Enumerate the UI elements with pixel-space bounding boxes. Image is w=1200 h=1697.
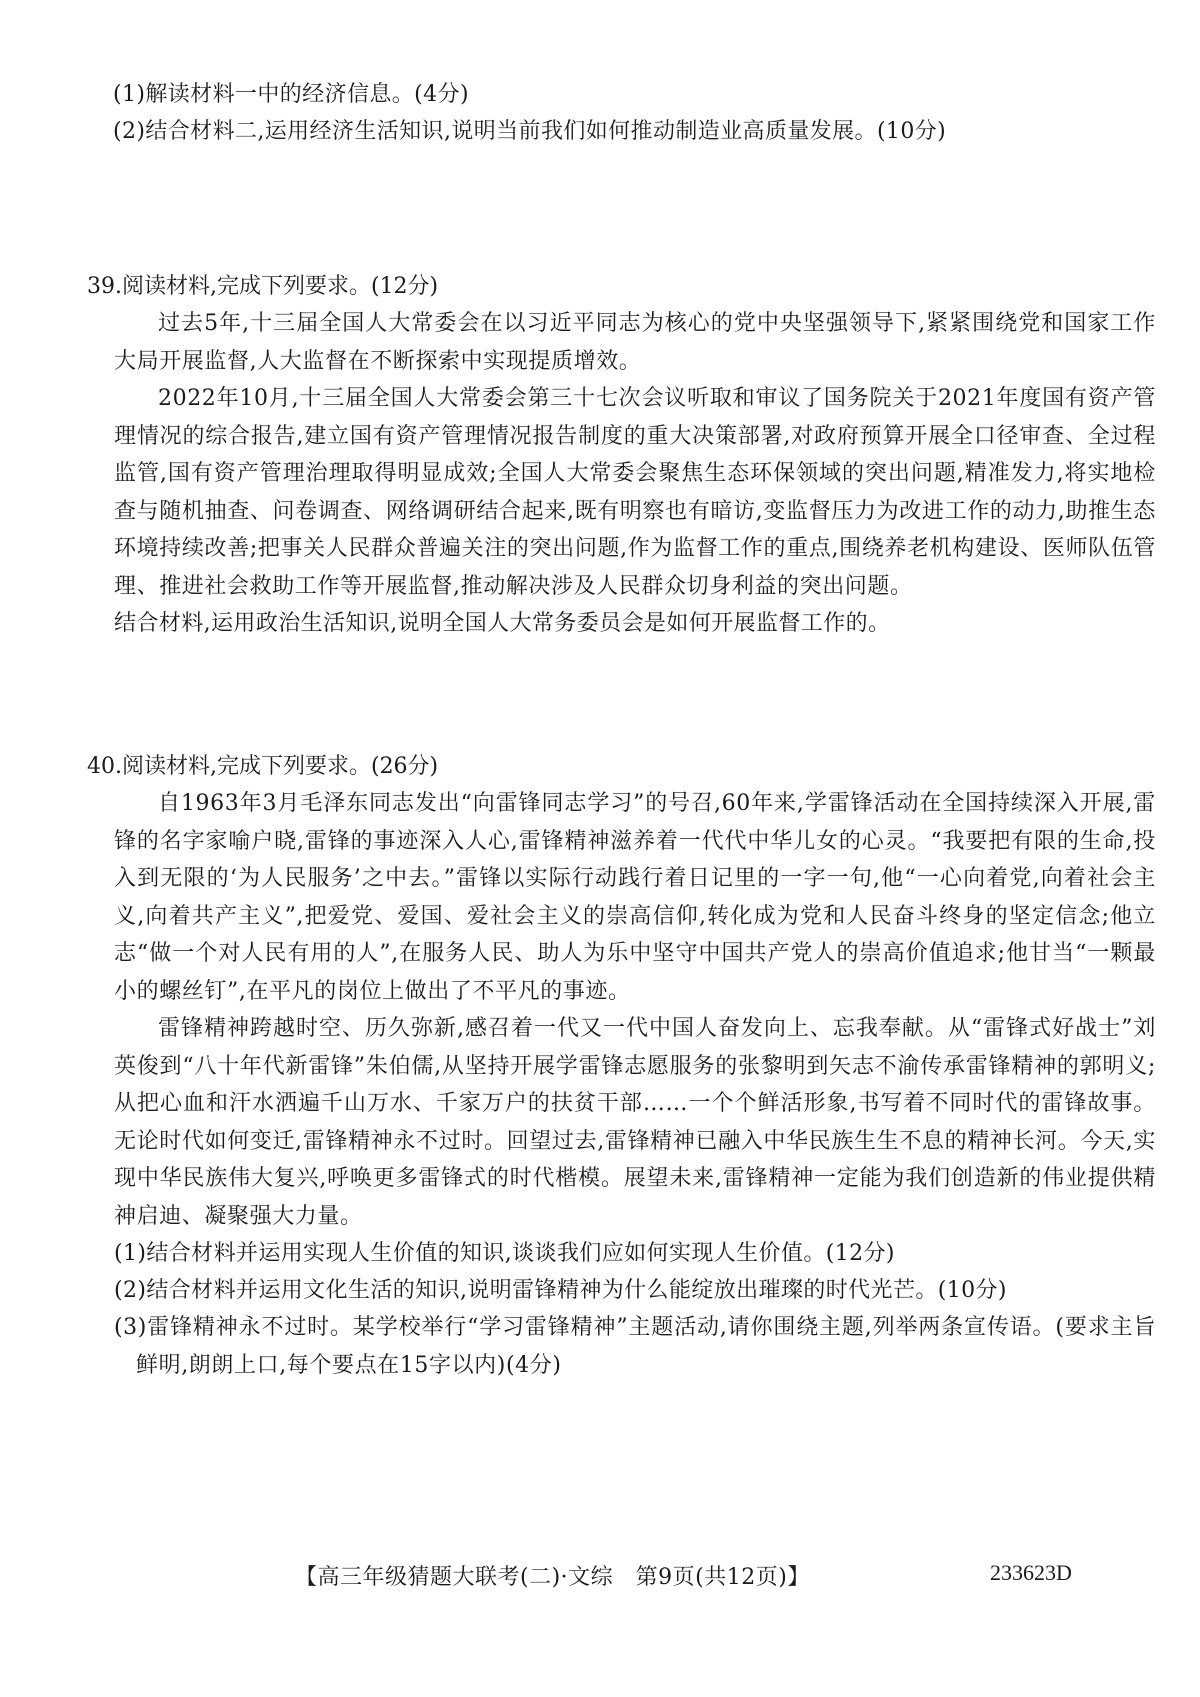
q40-sub1: (1)结合材料并运用实现人生价值的知识,谈谈我们应如何实现人生价值。(12分) [114, 1241, 895, 1266]
q40-heading: 40.阅读材料,完成下列要求。(26分) [87, 754, 439, 779]
q40-sub2: (2)结合材料并运用文化生活的知识,说明雷锋精神为什么能绽放出璀璨的时代光芒。(10分) [114, 1278, 1007, 1303]
footer-exam-title: 【高三年级猜题大联考(二)·文综 第9页(共12页)】 [295, 1565, 810, 1590]
q39-paragraph-2: 2022年10月,十三届全国人大常委会第三十七次会议听取和审议了国务院关于2021年度国有资产管理情况的综合报告,建立国有资产管理情况报告制度的重大决策部署,对政府预算开展全口径审查、全过程监管,国有资产管理治理取得明显成效;全国人大常委会聚焦生态环保领域的突出问题,精准发力,将实地检查与随机抽查、问卷调查、网络调研结合起来,既有明察也有暗访,变监督压力为改进工作的动力,助推生态环境持续改善;把事关人民群众普遍关注的突出问题,作为监督工作的重点,围绕养老机构建设、医师队伍管理、推进社会救助工作等开展监督,推动解决涉及人民群众切身利益的突出问题。 [114, 386, 1156, 599]
q38-sub1: (1)解读材料一中的经济信息。(4分) [113, 82, 469, 107]
q38-subquestions [113, 76, 1153, 150]
q40-sub3: (3)雷锋精神永不过时。某学校举行“学习雷锋精神”主题活动,请你围绕主题,列举两条宣传语。(要求主旨鲜明,朗朗上口,每个要点在15字以内)(4分) [114, 1315, 1156, 1378]
q39-section [87, 268, 1156, 642]
q39-paragraph-1: 过去5年,十三届全国人大常委会在以习近平同志为核心的党中央坚强领导下,紧紧围绕党和国家工作大局开展监督,人大监督在不断探索中实现提质增效。 [114, 311, 1156, 374]
footer-paper-code: 233623D [990, 1560, 1072, 1585]
q38-sub2: (2)结合材料二,运用经济生活知识,说明当前我们如何推动制造业高质量发展。(10分) [113, 119, 947, 144]
q40-section [87, 748, 1156, 1384]
q40-paragraph-1: 自1963年3月毛泽东同志发出“向雷锋同志学习”的号召,60年来,学雷锋活动在全国持续深入开展,雷锋的名字家喻户晓,雷锋的事迹深入人心,雷锋精神滋养着一代代中华儿女的心灵。“我要把有限的生命,投入到无限的‘为人民服务’之中去。”雷锋以实际行动践行着日记里的一字一句,他“一心向着党,向着社会主义,向着共产主义”,把爱党、爱国、爱社会主义的崇高信仰,转化成为党和人民奋斗终身的坚定信念;他立志“做一个对人民有用的人”,在服务人民、助人为乐中坚守中国共产党人的崇高价值追求;他甘当“一颗最小的螺丝钉”,在平凡的岗位上做出了不平凡的事迹。 [114, 791, 1156, 1004]
q39-heading: 39.阅读材料,完成下列要求。(12分) [87, 274, 439, 299]
q40-paragraph-2: 雷锋精神跨越时空、历久弥新,感召着一代又一代中国人奋发向上、忘我奉献。从“雷锋式好战士”刘英俊到“八十年代新雷锋”朱伯儒,从坚持开展学雷锋志愿服务的张黎明到矢志不渝传承雷锋精神的郭明义;从把心血和汗水洒遍千山万水、千家万户的扶贫干部……一个个鲜活形象,书写着不同时代的雷锋故事。无论时代如何变迁,雷锋精神永不过时。回望过去,雷锋精神已融入中华民族生生不息的精神长河。今天,实现中华民族伟大复兴,呼唤更多雷锋式的时代楷模。展望未来,雷锋精神一定能为我们创造新的伟业提供精神启迪、凝聚强大力量。 [114, 1016, 1156, 1229]
q39-question: 结合材料,运用政治生活知识,说明全国人大常务委员会是如何开展监督工作的。 [114, 611, 891, 636]
